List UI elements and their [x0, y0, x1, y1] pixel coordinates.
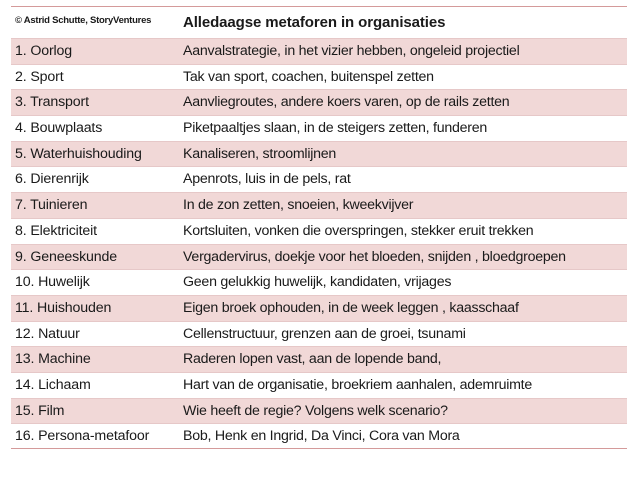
examples-cell: Eigen broek ophouden, in de week leggen , kaasschaaf: [183, 299, 519, 316]
table-row: [11, 38, 627, 64]
table-row: [11, 115, 627, 141]
table-row: [11, 269, 627, 295]
copyright-notice: © Astrid Schutte, StoryVentures: [15, 15, 152, 26]
category-cell: 13. Machine: [15, 351, 91, 368]
category-cell: 5. Waterhuishouding: [15, 145, 142, 162]
examples-cell: Kanaliseren, stroomlijnen: [183, 145, 337, 162]
category-cell: 7. Tuinieren: [15, 197, 88, 214]
category-cell: 10. Huwelijk: [15, 274, 90, 291]
table-row: [11, 89, 627, 115]
table-row: [11, 218, 627, 244]
table-row: [11, 423, 627, 449]
examples-cell: Hart van de organisatie, broekriem aanhalen, ademruimte: [183, 376, 533, 393]
examples-cell: Wie heeft de regie? Volgens welk scenario?: [183, 402, 448, 419]
category-cell: 6. Dierenrijk: [15, 171, 89, 188]
table-row: [11, 346, 627, 372]
category-cell: 15. Film: [15, 402, 65, 419]
category-cell: 8. Elektriciteit: [15, 222, 97, 239]
table-row: [11, 244, 627, 270]
table-row: [11, 372, 627, 398]
table-row: [11, 64, 627, 90]
category-cell: 3. Transport: [15, 94, 89, 111]
examples-cell: Bob, Henk en Ingrid, Da Vinci, Cora van Mora: [183, 428, 460, 445]
table-body: [11, 38, 627, 449]
table-row: [11, 295, 627, 321]
table-row: [11, 192, 627, 218]
examples-cell: Apenrots, luis in de pels, rat: [183, 171, 351, 188]
table-row: [11, 321, 627, 347]
table-title: Alledaagse metaforen in organisaties: [183, 14, 446, 31]
table-row: [11, 141, 627, 167]
examples-cell: Kortsluiten, vonken die overspringen, stekker eruit trekken: [183, 222, 534, 239]
examples-cell: Piketpaaltjes slaan, in de steigers zetten, funderen: [183, 120, 488, 137]
examples-cell: Cellenstructuur, grenzen aan de groei, tsunami: [183, 325, 466, 342]
category-cell: 16. Persona-metafoor: [15, 428, 150, 445]
examples-cell: Geen gelukkig huwelijk, kandidaten, vrijages: [183, 274, 452, 291]
category-cell: 1. Oorlog: [15, 43, 73, 59]
examples-cell: Raderen lopen vast, aan de lopende band,: [183, 351, 442, 368]
category-cell: 12. Natuur: [15, 325, 80, 342]
examples-cell: In de zon zetten, snoeien, kweekvijver: [183, 197, 414, 214]
category-cell: 11. Huishouden: [15, 299, 112, 316]
category-cell: 2. Sport: [15, 68, 64, 85]
examples-cell: Vergadervirus, doekje voor het bloeden, snijden , bloedgroepen: [183, 248, 566, 265]
category-cell: 14. Lichaam: [15, 376, 91, 393]
category-cell: 4. Bouwplaats: [15, 120, 103, 137]
examples-cell: Aanvalstrategie, in het vizier hebben, ongeleid projectiel: [183, 43, 520, 59]
table-row: [11, 398, 627, 424]
examples-cell: Tak van sport, coachen, buitenspel zetten: [183, 68, 434, 85]
table-header: [11, 6, 627, 38]
metaphor-table: [11, 6, 627, 449]
examples-cell: Aanvliegroutes, andere koers varen, op de rails zetten: [183, 94, 510, 111]
category-cell: 9. Geneeskunde: [15, 248, 118, 265]
table-row: [11, 166, 627, 192]
